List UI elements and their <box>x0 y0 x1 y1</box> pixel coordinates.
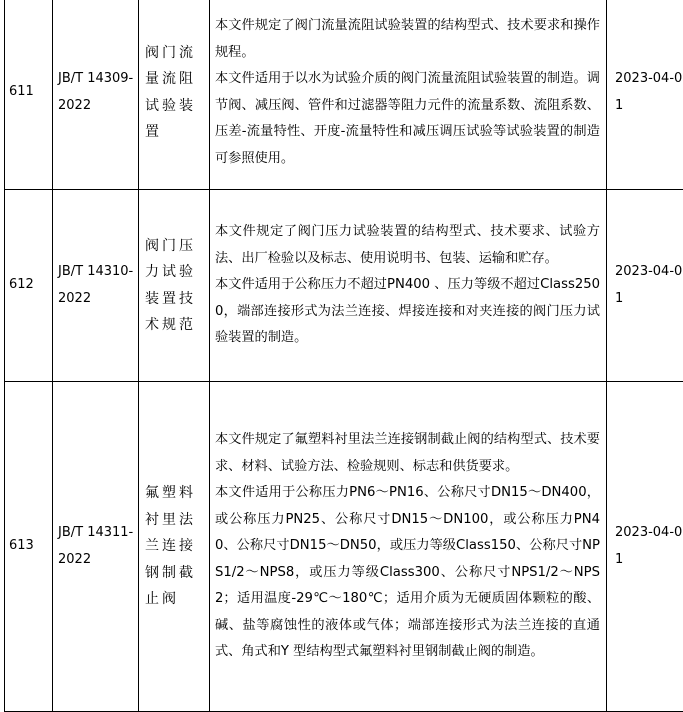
standards-table <box>4 0 683 712</box>
table-row <box>5 0 683 190</box>
standard-name: 阀门压力试验装置技术规范 <box>139 190 210 382</box>
row-number: 612 <box>5 190 53 382</box>
standard-code: JB/T 14310-2022 <box>53 190 139 382</box>
description-scope: 本文件规定了氟塑料衬里法兰连接钢制截止阀的结构型式、技术要求、材料、试验方法、检验规则、标志和供货要求。 <box>215 427 600 480</box>
standard-code: JB/T 14309-2022 <box>53 0 139 190</box>
standard-code: JB/T 14311-2022 <box>53 382 139 712</box>
table-row <box>5 382 683 712</box>
table-row <box>5 190 683 382</box>
standard-description <box>210 382 607 712</box>
standard-description <box>210 190 607 382</box>
row-number: 611 <box>5 0 53 190</box>
implementation-date: 2023-04-01 <box>607 190 683 382</box>
standard-name: 阀门流量流阻试验装置 <box>139 0 210 190</box>
standard-description <box>210 0 607 190</box>
description-applicability: 本文件适用于公称压力PN6～PN16、公称尺寸DN15～DN400，或公称压力PN25、公称尺寸DN15～DN100，或公称压力PN40、公称尺寸DN15～DN50，或压力等级Class150、公称尺寸NPS1/2～NPS8，或压力等级Class300、公称尺寸NPS1/2～NPS2；适用温度-29℃～180℃；适用介质为无硬质固体颗粒的酸、碱、盐等腐蚀性的液体或气体；端部连接形式为法兰连接的直通式、角式和Y 型结构型式氟塑料衬里钢制截止阀的制造。 <box>215 480 600 666</box>
row-number: 613 <box>5 382 53 712</box>
implementation-date: 2023-04-01 <box>607 0 683 190</box>
description-applicability: 本文件适用于公称压力不超过PN400 、压力等级不超过Class2500，端部连接形式为法兰连接、焊接连接和对夹连接的阀门压力试验装置的制造。 <box>215 272 600 352</box>
standard-name: 氟塑料衬里法兰连接钢制截止阀 <box>139 382 210 712</box>
description-applicability: 本文件适用于以水为试验介质的阀门流量流阻试验装置的制造。调节阀、减压阀、管件和过滤器等阻力元件的流量系数、流阻系数、压差-流量特性、开度-流量特性和减压调压试验等试验装置的制造可参照使用。 <box>215 66 600 172</box>
implementation-date: 2023-04-01 <box>607 382 683 712</box>
description-scope: 本文件规定了阀门压力试验装置的结构型式、技术要求、试验方法、出厂检验以及标志、使用说明书、包装、运输和贮存。 <box>215 219 600 272</box>
description-scope: 本文件规定了阀门流量流阻试验装置的结构型式、技术要求和操作规程。 <box>215 13 600 66</box>
